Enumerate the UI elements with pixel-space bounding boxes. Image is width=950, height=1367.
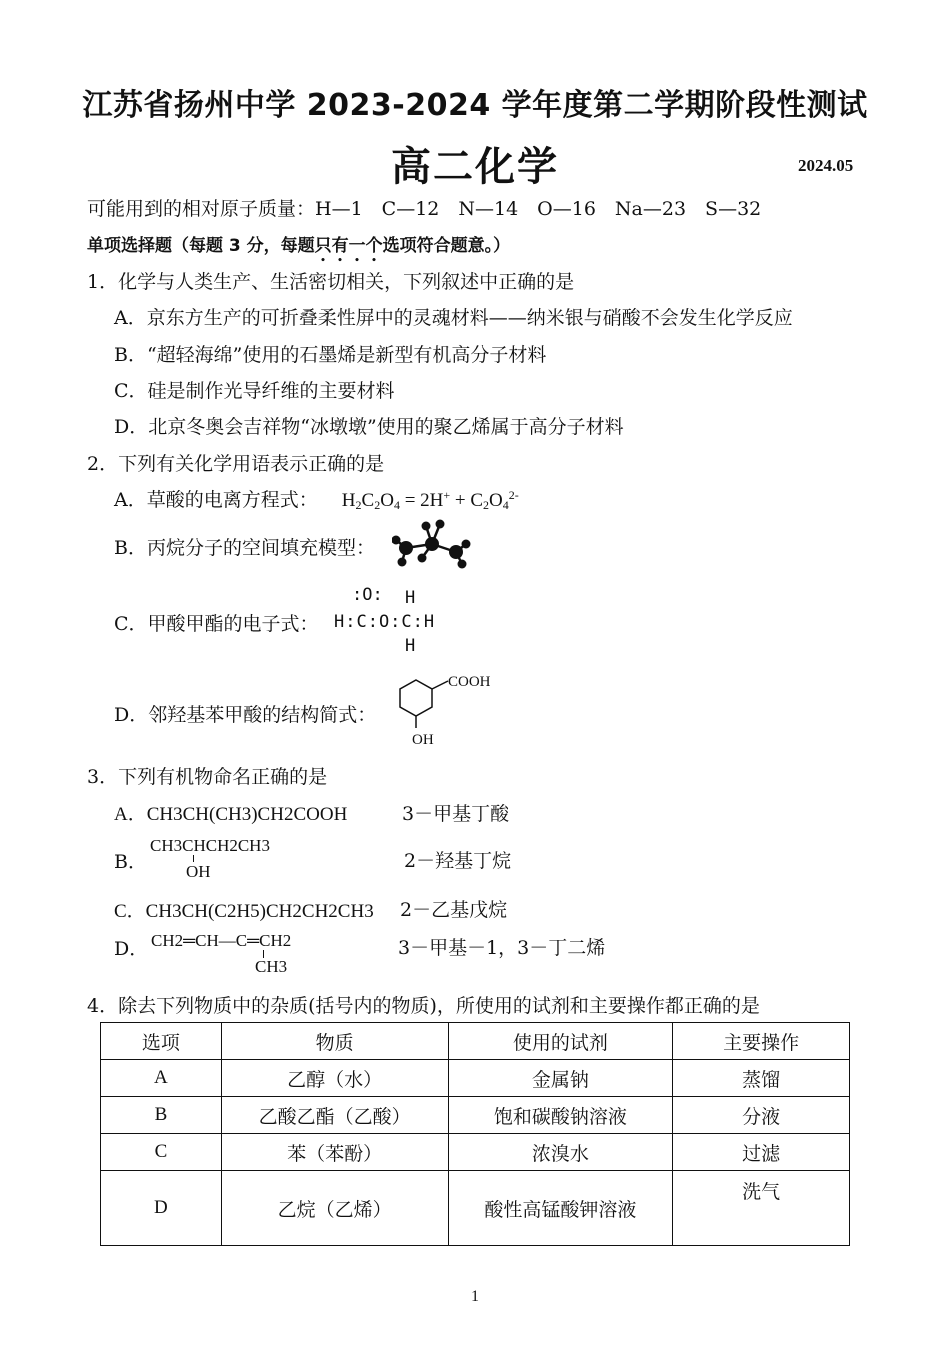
eq-part-1: H (341, 490, 356, 511)
table-cell: 酸性高锰酸钾溶液 (448, 1171, 673, 1246)
q1-stem: 1．化学与人类生产、生活密切相关，下列叙述中正确的是 (87, 271, 575, 293)
q2-option-d-label: D．邻羟基苯甲酸的结构简式： (114, 704, 377, 726)
q3-option-d-name: 3－甲基－1，3－丁二烯 (398, 937, 606, 959)
exam-subject-title: 高二化学 (391, 144, 559, 190)
table-header-cell: 主要操作 (673, 1023, 850, 1060)
q1-option-a: A．京东方生产的可折叠柔性屏中的灵魂材料——纳米银与硝酸不会发生化学反应 (114, 307, 793, 329)
exam-date: 2024.05 (798, 156, 854, 175)
table-cell: 金属钠 (448, 1060, 673, 1097)
q3-stem: 3．下列有机物命名正确的是 (87, 766, 328, 788)
section-instruction (87, 231, 510, 266)
electron-formula-bottom-h: H (405, 636, 416, 656)
table-cell: 蒸馏 (673, 1060, 850, 1097)
table-cell: C (101, 1134, 222, 1171)
q4-options-table (100, 1022, 850, 1246)
q3-option-d-label: D． (114, 938, 149, 960)
table-cell: 乙醇（水） (221, 1060, 448, 1097)
table-cell: 浓溴水 (448, 1134, 673, 1171)
table-cell: D (101, 1171, 222, 1246)
q1-option-d: D．北京冬奥会吉祥物“冰墩墩”使用的聚乙烯属于高分子材料 (114, 416, 624, 438)
q3-option-b-formula: CH3CHCH2CH3 (150, 836, 270, 855)
table-cell: 乙酸乙酯（乙酸） (221, 1097, 448, 1134)
section-instruction-emphasis: 只有一个 (314, 236, 383, 256)
q3-option-d-formula: CH2═CH—C═CH2 (151, 931, 292, 950)
section-instruction-before: 单项选择题（每题 3 分，每题 (87, 236, 315, 256)
q1-option-c: C．硅是制作光导纤维的主要材料 (114, 380, 395, 402)
electron-formula-main: H:C:O:C:H (334, 612, 436, 632)
eq-part-3: + C (450, 490, 484, 511)
q2-option-a (114, 485, 519, 513)
table-row (101, 1060, 850, 1097)
table-cell: 分液 (673, 1097, 850, 1134)
q1-option-b: B．“超轻海绵”使用的石墨烯是新型有机高分子材料 (114, 344, 547, 366)
benzene-ring-structure (396, 676, 456, 734)
table-cell: 洗气 (673, 1171, 850, 1246)
page-number: 1 (471, 1288, 479, 1305)
eq-part-2: = 2H (404, 490, 444, 511)
propane-space-filling-model (392, 518, 472, 570)
table-cell: 饱和碳酸钠溶液 (448, 1097, 673, 1134)
q2-option-c-label: C．甲酸甲酯的电子式： (114, 613, 319, 635)
oxalic-acid-ionization-equation: $H_2C_2O_4 = 2H^+ + C_2O_4^{2-}$ (341, 488, 519, 512)
q2-option-a-label: A．草酸的电离方程式： (114, 489, 318, 511)
q3-option-c-name: 2－乙基戊烷 (400, 899, 508, 921)
section-instruction-after: 选项符合题意。） (382, 236, 511, 256)
table-cell: A (101, 1060, 222, 1097)
q3-option-b-oh: OH (186, 862, 211, 881)
table-cell: B (101, 1097, 222, 1134)
electron-formula-top-h: H (405, 588, 416, 608)
electron-formula-top-o: :O: (352, 585, 383, 605)
table-header-row (101, 1023, 850, 1060)
q3-option-b-label: B． (114, 851, 147, 873)
table-header-cell: 物质 (221, 1023, 448, 1060)
carboxyl-group-label: COOH (448, 674, 491, 690)
exam-school-title: 江苏省扬州中学 2023-2024 学年度第二学期阶段性测试 (82, 88, 868, 123)
table-cell: 乙烷（乙烯） (221, 1171, 448, 1246)
table-row (101, 1134, 850, 1171)
q2-stem: 2．下列有关化学用语表示正确的是 (87, 453, 385, 475)
table-cell: 苯（苯酚） (221, 1134, 448, 1171)
q3-option-a-name: 3－甲基丁酸 (402, 803, 510, 825)
q4-stem: 4．除去下列物质中的杂质(括号内的物质)，所使用的试剂和主要操作都正确的是 (87, 995, 760, 1017)
table-row (101, 1171, 850, 1246)
q3-option-c-formula: C．CH3CH(C2H5)CH2CH2CH3 (114, 901, 374, 922)
q3-option-b-name: 2－羟基丁烷 (404, 850, 512, 872)
table-cell: 过滤 (673, 1134, 850, 1171)
q3-option-a-formula: A．CH3CH(CH3)CH2COOH (114, 804, 348, 825)
atomic-masses-line: 可能用到的相对原子质量：H—1 C—12 N—14 O—16 Na—23 S—32 (87, 198, 762, 220)
hydroxyl-group-label: OH (412, 732, 434, 748)
q3-option-b-bond (193, 855, 194, 862)
q2-option-b-label: B．丙烷分子的空间填充模型： (114, 537, 375, 559)
q3-option-d-ch3: CH3 (255, 957, 288, 976)
table-header-cell: 选项 (101, 1023, 222, 1060)
table-header-cell: 使用的试剂 (448, 1023, 673, 1060)
table-row (101, 1097, 850, 1134)
